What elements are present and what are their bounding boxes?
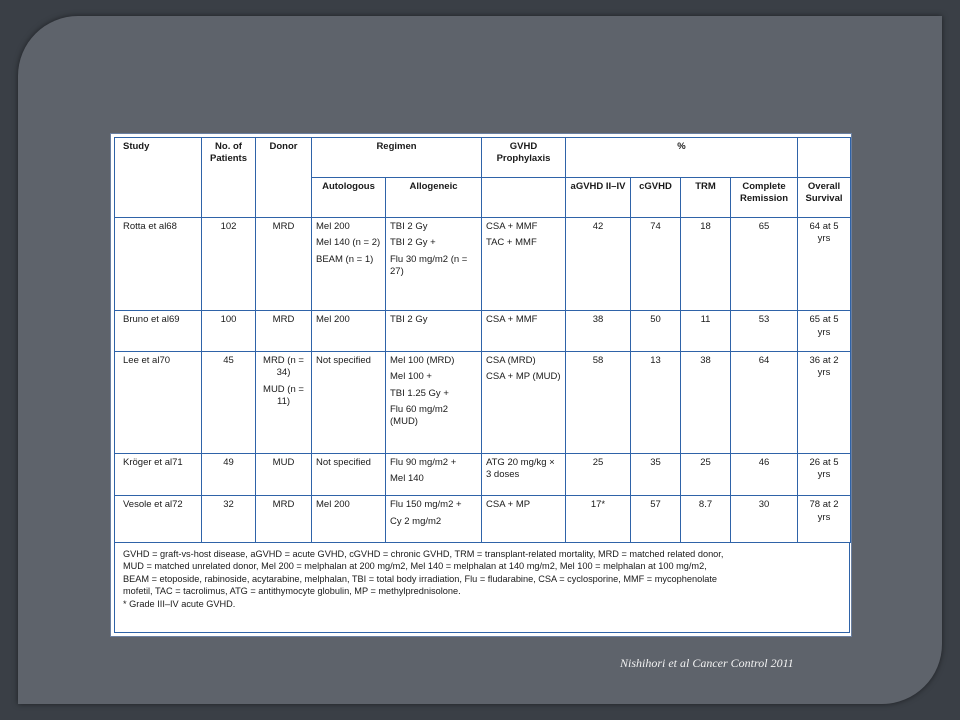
cell-prophylaxis <box>482 496 566 543</box>
cell-allogeneic <box>386 453 482 496</box>
cell-allogeneic-entry: Flu 90 mg/m2 + <box>390 456 457 468</box>
table-footnote <box>114 543 850 633</box>
footnote-line: GVHD = graft-vs-host disease, aGVHD = acute GVHD, cGVHD = chronic GVHD, TRM = transplant-related mortality, MRD = matched related donor, <box>123 549 724 559</box>
cell-cgvhd: 35 <box>631 453 681 496</box>
table-row <box>115 453 851 496</box>
cell-complete-remission: 53 <box>731 311 798 352</box>
cell-donor-entry: MRD <box>272 314 295 326</box>
cell-allogeneic-entry: TBI 2 Gy + <box>390 237 436 249</box>
cell-trm: 18 <box>681 218 731 311</box>
cell-autologous <box>312 311 386 352</box>
header-donor: Donor <box>256 138 312 218</box>
cell-prophylaxis-entry: ATG 20 mg/kg × 3 doses <box>486 456 555 480</box>
cell-allogeneic-entry: Flu 150 mg/m2 + <box>390 499 462 511</box>
cell-allogeneic <box>386 311 482 352</box>
cell-allogeneic-entry: Mel 100 + <box>390 371 432 383</box>
cell-donor-entry: MRD <box>272 221 295 232</box>
cell-patients: 49 <box>202 453 256 496</box>
cell-trm: 11 <box>681 311 731 352</box>
cell-prophylaxis-entry: CSA + MMF <box>486 314 538 326</box>
footnote-line: MUD = matched unrelated donor, Mel 200 = melphalan at 200 mg/m2, Mel 140 = melphalan at 140 mg/m2, Mel 100 = melphalan at 100 mg/m2, <box>123 561 707 572</box>
cell-complete-remission: 46 <box>731 453 798 496</box>
cell-study: Vesole et al72 <box>115 496 202 543</box>
study-table <box>114 137 851 543</box>
cell-autologous-entry: Mel 140 (n = 2) <box>316 237 381 249</box>
cell-allogeneic-entry: TBI 1.25 Gy + <box>390 387 449 399</box>
cell-autologous-entry: Mel 200 <box>316 499 350 511</box>
cell-prophylaxis-entry: TAC + MMF <box>486 237 537 249</box>
cell-prophylaxis-entry: CSA + MP <box>486 499 531 511</box>
cell-overall-survival: 36 at 2 yrs <box>798 352 851 454</box>
cell-trm: 25 <box>681 453 731 496</box>
cell-allogeneic <box>386 352 482 454</box>
cell-allogeneic-entry: Mel 100 (MRD) <box>390 355 455 367</box>
cell-overall-survival: 64 at 5 yrs <box>798 218 851 311</box>
cell-autologous <box>312 352 386 454</box>
cell-patients: 45 <box>202 352 256 454</box>
cell-allogeneic-entry: Flu 30 mg/m2 (n = 27) <box>390 253 468 278</box>
cell-overall-survival: 26 at 5 yrs <box>798 453 851 496</box>
cell-donor <box>256 496 312 543</box>
cell-prophylaxis-entry: CSA (MRD) <box>486 355 536 367</box>
cell-donor <box>256 311 312 352</box>
cell-autologous-entry: Mel 200 <box>316 221 350 232</box>
cell-donor-entry: MUD (n = 11) <box>263 383 304 408</box>
cell-cgvhd: 50 <box>631 311 681 352</box>
cell-donor <box>256 453 312 496</box>
study-table-image <box>110 133 852 637</box>
header-autologous: Autologous <box>312 178 386 218</box>
table-row <box>115 496 851 543</box>
header-blank <box>798 138 851 178</box>
cell-overall-survival: 78 at 2 yrs <box>798 496 851 543</box>
cell-agvhd: 25 <box>566 453 631 496</box>
cell-prophylaxis <box>482 352 566 454</box>
cell-agvhd: 42 <box>566 218 631 311</box>
cell-patients: 32 <box>202 496 256 543</box>
cell-overall-survival: 65 at 5 yrs <box>798 311 851 352</box>
cell-donor <box>256 352 312 454</box>
footnote-line: BEAM = etoposide, rabinoside, acytarabine, melphalan, TBI = total body irradiation, Flu = fludarabine, CSA = cyclosporine, MMF = mycophenolate <box>123 573 718 584</box>
cell-allogeneic <box>386 496 482 543</box>
cell-allogeneic-entry: TBI 2 Gy <box>390 221 428 232</box>
cell-complete-remission: 64 <box>731 352 798 454</box>
cell-patients: 102 <box>202 218 256 311</box>
table-row <box>115 352 851 454</box>
cell-trm: 8.7 <box>681 496 731 543</box>
cell-autologous-entry: Not specified <box>316 456 371 468</box>
cell-agvhd: 58 <box>566 352 631 454</box>
cell-prophylaxis-entry: CSA + MP (MUD) <box>486 371 561 383</box>
cell-allogeneic-entry: Flu 60 mg/m2 (MUD) <box>390 404 449 428</box>
cell-autologous <box>312 218 386 311</box>
footnote-line: mofetil, TAC = tacrolimus, ATG = antithymocyte globulin, MP = methylprednisolone. <box>123 586 461 597</box>
cell-trm: 38 <box>681 352 731 454</box>
cell-donor <box>256 218 312 311</box>
header-patients: No. of Patients <box>202 138 256 218</box>
cell-allogeneic <box>386 218 482 311</box>
cell-autologous-entry: Not specified <box>316 355 371 367</box>
cell-donor-entry: MUD <box>272 456 295 468</box>
header-allogeneic: Allogeneic <box>386 178 482 218</box>
header-agvhd: aGVHD II–IV <box>566 178 631 218</box>
header-study: Study <box>115 138 202 218</box>
header-prophylaxis-blank <box>482 178 566 218</box>
cell-agvhd: 17* <box>566 496 631 543</box>
header-regimen: Regimen <box>312 138 482 178</box>
citation: Nishihori et al Cancer Control 2011 <box>620 656 794 670</box>
header-cgvhd: cGVHD <box>631 178 681 218</box>
cell-donor-entry: MRD (n = 34) <box>263 355 304 379</box>
cell-study: Rotta et al68 <box>115 218 202 311</box>
cell-donor-entry: MRD <box>272 499 295 511</box>
cell-allogeneic-entry: TBI 2 Gy <box>390 314 428 326</box>
cell-cgvhd: 13 <box>631 352 681 454</box>
cell-prophylaxis-entry: CSA + MMF <box>486 221 538 232</box>
cell-prophylaxis <box>482 218 566 311</box>
table-row <box>115 218 851 311</box>
header-complete-remission: Complete Remission <box>731 178 798 218</box>
cell-study: Kröger et al71 <box>115 453 202 496</box>
cell-study: Bruno et al69 <box>115 311 202 352</box>
table-row <box>115 311 851 352</box>
cell-agvhd: 38 <box>566 311 631 352</box>
header-percent: % <box>566 138 798 178</box>
header-overall-survival: Overall Survival <box>798 178 851 218</box>
header-trm: TRM <box>681 178 731 218</box>
header-gvhd-prophylaxis: GVHD Prophylaxis <box>482 138 566 178</box>
cell-complete-remission: 30 <box>731 496 798 543</box>
cell-prophylaxis <box>482 453 566 496</box>
cell-prophylaxis <box>482 311 566 352</box>
table-body <box>115 218 851 543</box>
cell-patients: 100 <box>202 311 256 352</box>
cell-autologous <box>312 453 386 496</box>
footnote-line: * Grade III–IV acute GVHD. <box>123 598 236 609</box>
cell-cgvhd: 74 <box>631 218 681 311</box>
cell-allogeneic-entry: Mel 140 <box>390 472 424 484</box>
cell-autologous <box>312 496 386 543</box>
cell-study: Lee et al70 <box>115 352 202 454</box>
cell-cgvhd: 57 <box>631 496 681 543</box>
cell-complete-remission: 65 <box>731 218 798 311</box>
cell-autologous-entry: BEAM (n = 1) <box>316 253 374 265</box>
cell-allogeneic-entry: Cy 2 mg/m2 <box>390 515 442 527</box>
cell-autologous-entry: Mel 200 <box>316 314 350 326</box>
